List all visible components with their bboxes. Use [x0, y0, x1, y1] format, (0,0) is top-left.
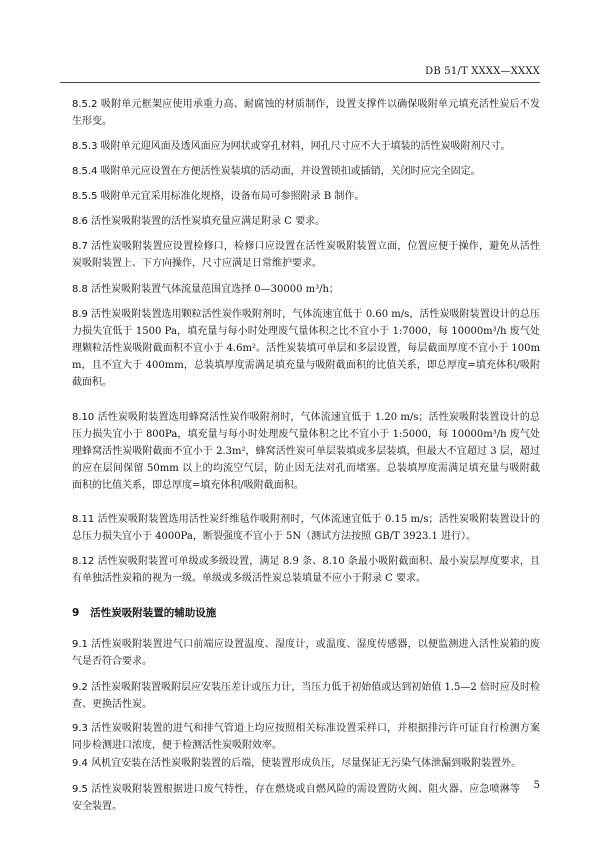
- clause-text: 风机宜安装在活性炭吸附装置的后端，使装置形成负压，尽量保证无污染气体泄漏到吸附装置外。: [91, 758, 522, 769]
- clause-text: 活性炭吸附装置根据进口废气特性，存在燃烧或自燃风险的需设置防火阀、阻火器、应急喷淋等安全装置。: [72, 784, 521, 812]
- clause-number: 8.11: [72, 514, 95, 525]
- clause-text: 活性炭吸附装置吸附层应安装压差计或压力计，当压力低于初始值或达到初始值 1.5—2 倍时应及时检查、更换活性炭。: [72, 682, 540, 710]
- clause-text: 活性炭吸附装置的进气和排气管道上均应按照相关标准设置采样口，并根据排污许可证自行检测方案同步检测进口浓度，便于检测活性炭吸附效率。: [72, 723, 541, 751]
- clause-number: 8.5.2: [72, 99, 98, 110]
- clause-number: 8.9: [72, 309, 88, 320]
- clause-text: 活性炭吸附装置的活性炭填充量应满足附录 C 要求。: [91, 216, 326, 227]
- clause-8-9: [72, 306, 540, 391]
- clause-9-1: [72, 636, 540, 670]
- section-number: 9: [72, 607, 80, 619]
- clause-number: 9.5: [72, 784, 88, 795]
- clause-number: 9.1: [72, 639, 88, 650]
- clause-8-5-2: [72, 96, 540, 130]
- page-header: DB 51/T XXXX—XXXX: [425, 66, 540, 77]
- clause-8-5-4: [72, 163, 540, 180]
- clause-text: 活性炭吸附装置选用蜂窝活性炭作吸附剂时，气体流速宜低于 1.20 m/s；活性炭吸附装置设计的总压力损失宜小于 800Pa，填充量与每小时处理废气量体积之比不宜小于 1:5000，每 10000m³/h 废气处理蜂窝活性炭吸附截面不宜小于 2.3m²，蜂窝活性炭可单层装填或多层装填，但最大不宜超过 3 层，超过的应在层间保留 50mm 以上的均流空气层，防止因无法对孔而堵塞。总装填厚度需满足填充量与吸附截面积的比值关系，即总厚度=填充体积/吸附截面积。: [72, 412, 540, 491]
- clause-text: 活性炭吸附装置可单级或多级设置，满足 8.9 条、8.10 条最小吸附截面积、最小炭层厚度要求，且有单独活性炭箱的视为一级。单级或多级活性炭总装填量不应小于附录 C 要求。: [72, 556, 540, 584]
- header-rule: [60, 82, 540, 83]
- clause-text: 吸附单元框架应使用承重力高、耐腐蚀的材质制作，设置支撑件以确保吸附单元填充活性炭后不发生形变。: [72, 99, 541, 127]
- clause-9-5: [72, 781, 520, 815]
- page-number: 5: [533, 780, 540, 791]
- clause-text: 吸附单元应设置在方便活性炭装填的活动面，并设置锁扣或插销，关闭时应完全固定。: [100, 166, 481, 177]
- clause-8-11: [72, 511, 540, 545]
- clause-number: 8.5.4: [72, 166, 98, 177]
- clause-text: 活性炭吸附装置选用活性炭纤维毡作吸附剂时，气体流速宜低于 0.15 m/s；活性炭吸附装置设计的总压力损失宜小于 4000Pa，断裂强度不宜小于 5N（测试方法按照 GB/T 3923.1 进行）。: [72, 514, 540, 542]
- clause-number: 8.5.5: [72, 191, 98, 202]
- clause-number: 8.6: [72, 216, 88, 227]
- section-9-heading: [72, 605, 216, 622]
- clause-8-5-3: [72, 138, 540, 155]
- clause-number: 8.7: [72, 241, 88, 252]
- clause-8-10: [72, 409, 540, 494]
- clause-number: 9.4: [72, 758, 88, 769]
- clause-text: 活性炭吸附装置应设置检修口，检修口应设置在活性炭吸附装置立面，位置应便于操作，避免从活性炭吸附装置上、下方向操作，尺寸应满足日常维护要求。: [72, 241, 541, 269]
- clause-text: 吸附单元宜采用标准化规格，设备布局可参照附录 B 制作。: [100, 191, 365, 202]
- clause-number: 9.3: [72, 723, 88, 734]
- clause-number: 8.8: [72, 284, 88, 295]
- clause-number: 8.10: [72, 412, 95, 423]
- clause-8-12: [72, 553, 540, 587]
- clause-9-4: [72, 755, 540, 772]
- clause-9-3: [72, 720, 540, 754]
- clause-text: 活性炭吸附装置气体流量范围宜选择 0—30000 m³/h；: [91, 284, 339, 295]
- clause-8-8: [72, 281, 540, 298]
- clause-8-6: [72, 213, 540, 230]
- clause-number: 9.2: [72, 682, 88, 693]
- clause-8-7: [72, 238, 540, 272]
- clause-number: 8.12: [72, 556, 95, 567]
- clause-text: 活性炭吸附装置选用颗粒活性炭作吸附剂时，气体流速宜低于 0.60 m/s，活性炭吸附装置设计的总压力损失宜低于 1500 Pa，填充量与每小时处理废气量体积之比不宜小于 1:7000，每 10000m³/h 废气处理颗粒活性炭吸附截面积不宜小于 4.6m²。活性炭装填可单层和多层设置，每层截面厚度不宜小于 100mm，且不宜大于 400mm，总装填厚度需满足填充量与吸附截面积的比值关系，即总厚度=填充体积/吸附截面积。: [72, 309, 540, 388]
- section-title: 活性炭吸附装置的辅助设施: [90, 607, 217, 619]
- clause-number: 8.5.3: [72, 141, 98, 152]
- clause-text: 活性炭吸附装置进气口前端应设置温度、湿度计，或温度、湿度传感器，以便监测进入活性炭箱的废气是否符合要求。: [72, 639, 541, 667]
- clause-8-5-5: [72, 188, 540, 205]
- clause-text: 吸附单元迎风面及透风面应为网状或穿孔材料，网孔尺寸应不大于填装的活性炭吸附剂尺寸。: [100, 141, 511, 152]
- clause-9-2: [72, 679, 540, 713]
